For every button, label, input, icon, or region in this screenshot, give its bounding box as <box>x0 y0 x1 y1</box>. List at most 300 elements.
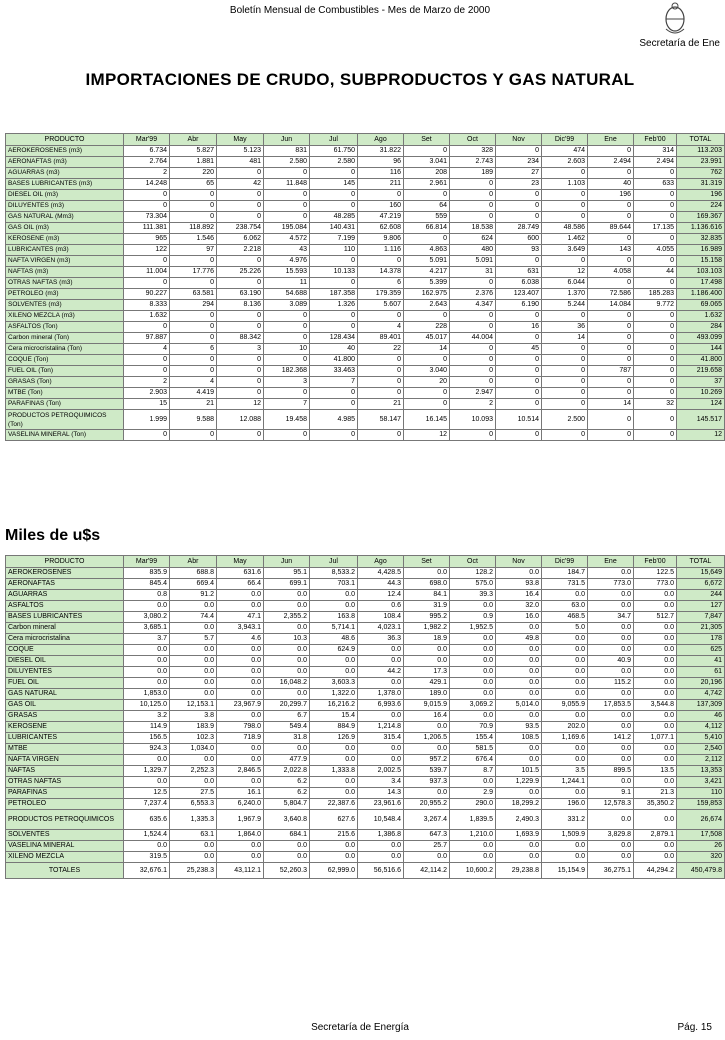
column-header: Oct <box>450 134 496 146</box>
value-cell: 0.0 <box>124 645 170 656</box>
value-cell: 0 <box>124 355 170 366</box>
total-cell: 46 <box>677 711 725 722</box>
value-cell: 8.7 <box>450 766 496 777</box>
value-cell: 6,240.0 <box>217 799 264 810</box>
value-cell: 0.0 <box>588 744 634 755</box>
value-cell: 0.0 <box>450 601 496 612</box>
value-cell: 0 <box>264 322 310 333</box>
value-cell: 9,055.9 <box>542 700 588 711</box>
value-cell: 9.806 <box>358 234 404 245</box>
total-cell: 110 <box>677 788 725 799</box>
value-cell: 0.0 <box>496 645 542 656</box>
value-cell: 0.0 <box>124 755 170 766</box>
table-row <box>6 678 725 689</box>
table-row <box>6 667 725 678</box>
value-cell: 5.7 <box>170 634 217 645</box>
total-cell: 16.989 <box>677 245 725 256</box>
value-cell: 0 <box>588 430 634 441</box>
value-cell: 0.0 <box>496 841 542 852</box>
total-cell: 159,853 <box>677 799 725 810</box>
value-cell: 21 <box>170 399 217 410</box>
value-cell: 0.0 <box>634 590 677 601</box>
product-name-cell: COQUE <box>6 645 124 656</box>
value-cell: 0 <box>450 212 496 223</box>
value-cell: 0.0 <box>634 755 677 766</box>
value-cell: 0 <box>634 355 677 366</box>
value-cell: 0.0 <box>634 777 677 788</box>
value-cell: 74.4 <box>170 612 217 623</box>
value-cell: 10,548.4 <box>358 810 404 830</box>
product-name-cell: FUEL OIL (Ton) <box>6 366 124 377</box>
product-name-cell: ASFALTOS <box>6 601 124 612</box>
value-cell: 0 <box>404 146 450 157</box>
table-row <box>6 733 725 744</box>
column-header: TOTAL <box>677 134 725 146</box>
table-row <box>6 201 725 212</box>
value-cell: 0.0 <box>542 634 588 645</box>
value-cell: 1,210.0 <box>450 830 496 841</box>
value-cell: 676.4 <box>450 755 496 766</box>
value-cell: 9.772 <box>634 300 677 311</box>
value-cell: 315.4 <box>358 733 404 744</box>
value-cell: 1,244.1 <box>542 777 588 788</box>
total-cell: 144 <box>677 344 725 355</box>
product-name-cell: COQUE (Ton) <box>6 355 124 366</box>
value-cell: 2,252.3 <box>170 766 217 777</box>
value-cell: 0 <box>124 278 170 289</box>
value-cell: 20,299.7 <box>264 700 310 711</box>
product-name-cell: NAFTA VIRGEN (m3) <box>6 256 124 267</box>
value-cell: 0 <box>170 190 217 201</box>
value-cell: 0.0 <box>588 722 634 733</box>
value-cell: 0 <box>310 168 358 179</box>
value-cell: 145 <box>310 179 358 190</box>
value-cell: 627.6 <box>310 810 358 830</box>
value-cell: 0 <box>358 366 404 377</box>
product-name-cell: MTBE <box>6 744 124 755</box>
value-cell: 0 <box>496 146 542 157</box>
value-cell: 1,335.3 <box>170 810 217 830</box>
value-cell: 234 <box>496 157 542 168</box>
value-cell: 17.776 <box>170 267 217 278</box>
product-name-cell: PARAFINAS (Ton) <box>6 399 124 410</box>
value-cell: 128.434 <box>310 333 358 344</box>
column-header: TOTAL <box>677 556 725 568</box>
product-name-cell: AEROKEROSENES (m3) <box>6 146 124 157</box>
value-cell: 2.603 <box>542 157 588 168</box>
column-header: Jul <box>310 556 358 568</box>
value-cell: 1,214.8 <box>358 722 404 733</box>
total-cell: 41 <box>677 656 725 667</box>
value-cell: 122 <box>124 245 170 256</box>
product-name-cell: KEROSENE (m3) <box>6 234 124 245</box>
value-cell: 202.0 <box>542 722 588 733</box>
value-cell: 40 <box>310 344 358 355</box>
table-row <box>6 399 725 410</box>
value-cell: 0.0 <box>217 852 264 863</box>
value-cell: 58.147 <box>358 410 404 430</box>
value-cell: 0.0 <box>634 711 677 722</box>
value-cell: 1,839.5 <box>450 810 496 830</box>
value-cell: 0 <box>264 201 310 212</box>
total-cell: 10.269 <box>677 388 725 399</box>
value-cell: 11.848 <box>264 179 310 190</box>
product-name-cell: LUBRICANTES (m3) <box>6 245 124 256</box>
product-name-cell: GAS NATURAL <box>6 689 124 700</box>
total-cell: 5,410 <box>677 733 725 744</box>
value-cell: 195.084 <box>264 223 310 234</box>
value-cell: 0 <box>588 278 634 289</box>
value-cell: 0 <box>170 333 217 344</box>
value-cell: 0.0 <box>542 645 588 656</box>
column-header: PRODUCTO <box>6 556 124 568</box>
value-cell: 0 <box>496 430 542 441</box>
value-cell: 2.961 <box>404 179 450 190</box>
value-cell: 7 <box>264 399 310 410</box>
value-cell: 23,967.9 <box>217 700 264 711</box>
value-cell: 0.0 <box>542 841 588 852</box>
value-cell: 798.0 <box>217 722 264 733</box>
value-cell: 480 <box>450 245 496 256</box>
value-cell: 143 <box>588 245 634 256</box>
total-cell: 31.319 <box>677 179 725 190</box>
value-cell: 44.004 <box>450 333 496 344</box>
total-cell: 145.517 <box>677 410 725 430</box>
table-row <box>6 579 725 590</box>
value-cell: 0.0 <box>634 656 677 667</box>
value-cell: 102.3 <box>170 733 217 744</box>
value-cell: 3.041 <box>404 157 450 168</box>
value-cell: 6,993.6 <box>358 700 404 711</box>
value-cell: 0.0 <box>310 656 358 667</box>
value-cell: 0.0 <box>588 568 634 579</box>
value-cell: 0.0 <box>310 667 358 678</box>
value-cell: 0.0 <box>634 667 677 678</box>
value-cell: 122.5 <box>634 568 677 579</box>
value-cell: 3.2 <box>124 711 170 722</box>
value-cell: 1,524.4 <box>124 830 170 841</box>
table-row <box>6 278 725 289</box>
value-cell: 2,355.2 <box>264 612 310 623</box>
value-cell: 72.586 <box>588 289 634 300</box>
value-cell: 220 <box>170 168 217 179</box>
value-cell: 0.0 <box>588 601 634 612</box>
product-name-cell: OTRAS NAFTAS <box>6 777 124 788</box>
value-cell: 0 <box>496 190 542 201</box>
value-cell: 1,329.7 <box>124 766 170 777</box>
value-cell: 0.0 <box>634 689 677 700</box>
value-cell: 965 <box>124 234 170 245</box>
value-cell: 0 <box>542 212 588 223</box>
value-cell: 31.822 <box>358 146 404 157</box>
table-row <box>6 311 725 322</box>
column-header: Nov <box>496 556 542 568</box>
value-cell: 4.863 <box>404 245 450 256</box>
value-cell: 0.0 <box>124 667 170 678</box>
product-name-cell: AERONAFTAS (m3) <box>6 157 124 168</box>
total-cell: 124 <box>677 399 725 410</box>
value-cell: 0 <box>170 355 217 366</box>
total-cell: 127 <box>677 601 725 612</box>
value-cell: 0.0 <box>588 667 634 678</box>
table-row <box>6 601 725 612</box>
value-cell: 3 <box>264 377 310 388</box>
value-cell: 0 <box>588 146 634 157</box>
total-cell: 169.367 <box>677 212 725 223</box>
value-cell: 0.0 <box>170 841 217 852</box>
value-cell: 0 <box>404 234 450 245</box>
value-cell: 2.500 <box>542 410 588 430</box>
value-cell: 0 <box>124 366 170 377</box>
value-cell: 0.0 <box>358 656 404 667</box>
value-cell: 238.754 <box>217 223 264 234</box>
value-cell: 0.9 <box>450 612 496 623</box>
value-cell: 0.0 <box>450 777 496 788</box>
value-cell: 0 <box>450 179 496 190</box>
value-cell: 0 <box>634 388 677 399</box>
value-cell: 773.0 <box>588 579 634 590</box>
value-cell: 110 <box>310 245 358 256</box>
value-cell: 0 <box>124 322 170 333</box>
value-cell: 3,069.2 <box>450 700 496 711</box>
value-cell: 0.0 <box>450 678 496 689</box>
total-cell: 113.203 <box>677 146 725 157</box>
total-cell: 244 <box>677 590 725 601</box>
value-cell: 16.1 <box>217 788 264 799</box>
product-name-cell: NAFTAS <box>6 766 124 777</box>
value-cell: 5.607 <box>358 300 404 311</box>
value-cell: 12,153.1 <box>170 700 217 711</box>
value-cell: 10.133 <box>310 267 358 278</box>
value-cell: 2,490.3 <box>496 810 542 830</box>
value-cell: 17.135 <box>634 223 677 234</box>
table-row <box>6 689 725 700</box>
value-cell: 845.4 <box>124 579 170 590</box>
value-cell: 0.0 <box>358 852 404 863</box>
value-cell: 0 <box>542 399 588 410</box>
value-cell: 0.0 <box>542 667 588 678</box>
value-cell: 9.588 <box>170 410 217 430</box>
value-cell: 0 <box>542 430 588 441</box>
value-cell: 17,853.5 <box>588 700 634 711</box>
value-cell: 631.6 <box>217 568 264 579</box>
total-cell: 320 <box>677 852 725 863</box>
value-cell: 155.4 <box>450 733 496 744</box>
value-cell: 0 <box>358 256 404 267</box>
value-cell: 0 <box>634 333 677 344</box>
value-cell: 189.0 <box>404 689 450 700</box>
value-cell: 688.8 <box>170 568 217 579</box>
total-cell: 493.099 <box>677 333 725 344</box>
value-cell: 635.6 <box>124 810 170 830</box>
value-cell: 0 <box>450 311 496 322</box>
total-cell: 21,305 <box>677 623 725 634</box>
product-name-cell: BASES LUBRICANTES <box>6 612 124 623</box>
value-cell: 0 <box>450 377 496 388</box>
total-cell: 196 <box>677 190 725 201</box>
value-cell: 0.0 <box>496 656 542 667</box>
value-cell: 41.800 <box>310 355 358 366</box>
value-cell: 1.462 <box>542 234 588 245</box>
total-cell: 1.632 <box>677 311 725 322</box>
value-cell: 559 <box>404 212 450 223</box>
value-cell: 937.3 <box>404 777 450 788</box>
column-header: Abr <box>170 134 217 146</box>
value-cell: 3,544.8 <box>634 700 677 711</box>
value-cell: 0 <box>217 366 264 377</box>
totals-value-cell: 44,294.2 <box>634 863 677 879</box>
page-title: IMPORTACIONES DE CRUDO, SUBPRODUCTOS Y GAS NATURAL <box>85 70 635 89</box>
value-cell: 128.2 <box>450 568 496 579</box>
value-cell: 3,080.2 <box>124 612 170 623</box>
value-cell: 3,943.1 <box>217 623 264 634</box>
value-cell: 0 <box>542 366 588 377</box>
value-cell: 162.975 <box>404 289 450 300</box>
value-cell: 66.814 <box>404 223 450 234</box>
value-cell: 16.4 <box>496 590 542 601</box>
value-cell: 0 <box>217 256 264 267</box>
table-row <box>6 623 725 634</box>
value-cell: 0 <box>634 201 677 212</box>
value-cell: 28.749 <box>496 223 542 234</box>
value-cell: 0 <box>264 190 310 201</box>
product-name-cell: DILUYENTES <box>6 667 124 678</box>
value-cell: 89.644 <box>588 223 634 234</box>
value-cell: 1.632 <box>124 311 170 322</box>
value-cell: 54.688 <box>264 289 310 300</box>
value-cell: 0.0 <box>404 722 450 733</box>
value-cell: 4 <box>124 344 170 355</box>
column-header: Nov <box>496 134 542 146</box>
value-cell: 1.103 <box>542 179 588 190</box>
value-cell: 179.359 <box>358 289 404 300</box>
value-cell: 14.378 <box>358 267 404 278</box>
value-cell: 0 <box>634 377 677 388</box>
value-cell: 3 <box>217 344 264 355</box>
value-cell: 0 <box>170 311 217 322</box>
product-name-cell: VASELINA MINERAL <box>6 841 124 852</box>
value-cell: 6.062 <box>217 234 264 245</box>
value-cell: 0.0 <box>217 744 264 755</box>
value-cell: 0 <box>588 234 634 245</box>
value-cell: 0.0 <box>634 744 677 755</box>
product-name-cell: AGUARRAS (m3) <box>6 168 124 179</box>
value-cell: 0 <box>588 256 634 267</box>
value-cell: 0.0 <box>588 623 634 634</box>
table-row <box>6 256 725 267</box>
value-cell: 0.0 <box>404 744 450 755</box>
value-cell: 0 <box>496 201 542 212</box>
product-name-cell: FUEL OIL <box>6 678 124 689</box>
value-cell: 0.0 <box>217 689 264 700</box>
value-cell: 0 <box>588 322 634 333</box>
table-row <box>6 830 725 841</box>
value-cell: 995.2 <box>404 612 450 623</box>
total-cell: 13,353 <box>677 766 725 777</box>
totals-value-cell: 25,238.3 <box>170 863 217 879</box>
value-cell: 0 <box>542 355 588 366</box>
value-cell: 0.6 <box>358 601 404 612</box>
table-row <box>6 267 725 278</box>
value-cell: 331.2 <box>542 810 588 830</box>
value-cell: 1,169.6 <box>542 733 588 744</box>
value-cell: 0 <box>404 399 450 410</box>
value-cell: 0.0 <box>264 645 310 656</box>
value-cell: 429.1 <box>404 678 450 689</box>
value-cell: 1.326 <box>310 300 358 311</box>
value-cell: 63.0 <box>542 601 588 612</box>
value-cell: 0.0 <box>170 755 217 766</box>
bulletin-header: Boletín Mensual de Combustibles - Mes de Marzo de 2000 <box>229 5 491 16</box>
value-cell: 0.0 <box>170 689 217 700</box>
value-cell: 4 <box>358 322 404 333</box>
value-cell: 0 <box>588 311 634 322</box>
column-header: Feb'00 <box>634 134 677 146</box>
product-name-cell: PETROLEO <box>6 799 124 810</box>
value-cell: 6.044 <box>542 278 588 289</box>
table-row <box>6 568 725 579</box>
value-cell: 0.0 <box>496 623 542 634</box>
total-cell: 4,112 <box>677 722 725 733</box>
value-cell: 0 <box>634 168 677 179</box>
value-cell: 141.2 <box>588 733 634 744</box>
value-cell: 39.3 <box>450 590 496 601</box>
value-cell: 2.743 <box>450 157 496 168</box>
value-cell: 0.0 <box>124 678 170 689</box>
value-cell: 48.586 <box>542 223 588 234</box>
value-cell: 0 <box>310 388 358 399</box>
table-row <box>6 212 725 223</box>
product-name-cell: PRODUCTOS PETROQUIMICOS (Ton) <box>6 410 124 430</box>
value-cell: 0 <box>358 377 404 388</box>
value-cell: 0.0 <box>217 678 264 689</box>
value-cell: 63.1 <box>170 830 217 841</box>
value-cell: 0.0 <box>588 634 634 645</box>
value-cell: 1,386.8 <box>358 830 404 841</box>
value-cell: 0 <box>310 311 358 322</box>
value-cell: 4.058 <box>588 267 634 278</box>
value-cell: 0 <box>542 256 588 267</box>
footer-secretaria: Secretaría de Energía <box>311 1022 409 1033</box>
value-cell: 319.5 <box>124 852 170 863</box>
value-cell: 0 <box>264 388 310 399</box>
product-name-cell: GRASAS (Ton) <box>6 377 124 388</box>
value-cell: 9,015.9 <box>404 700 450 711</box>
value-cell: 0 <box>404 190 450 201</box>
value-cell: 48.285 <box>310 212 358 223</box>
value-cell: 0 <box>542 344 588 355</box>
value-cell: 8.136 <box>217 300 264 311</box>
value-cell: 14.248 <box>124 179 170 190</box>
value-cell: 0.0 <box>496 788 542 799</box>
value-cell: 600 <box>496 234 542 245</box>
product-name-cell: XILENO MEZCLA (m3) <box>6 311 124 322</box>
value-cell: 1,229.9 <box>496 777 542 788</box>
value-cell: 477.9 <box>264 755 310 766</box>
value-cell: 0.0 <box>542 711 588 722</box>
value-cell: 208 <box>404 168 450 179</box>
value-cell: 14.084 <box>588 300 634 311</box>
value-cell: 0 <box>634 278 677 289</box>
column-header: Dic'99 <box>542 556 588 568</box>
total-cell: 4,742 <box>677 689 725 700</box>
coat-of-arms-icon <box>662 1 688 35</box>
value-cell: 0 <box>217 355 264 366</box>
value-cell: 0.0 <box>170 645 217 656</box>
value-cell: 0.0 <box>217 590 264 601</box>
value-cell: 0.0 <box>170 777 217 788</box>
value-cell: 1,982.2 <box>404 623 450 634</box>
